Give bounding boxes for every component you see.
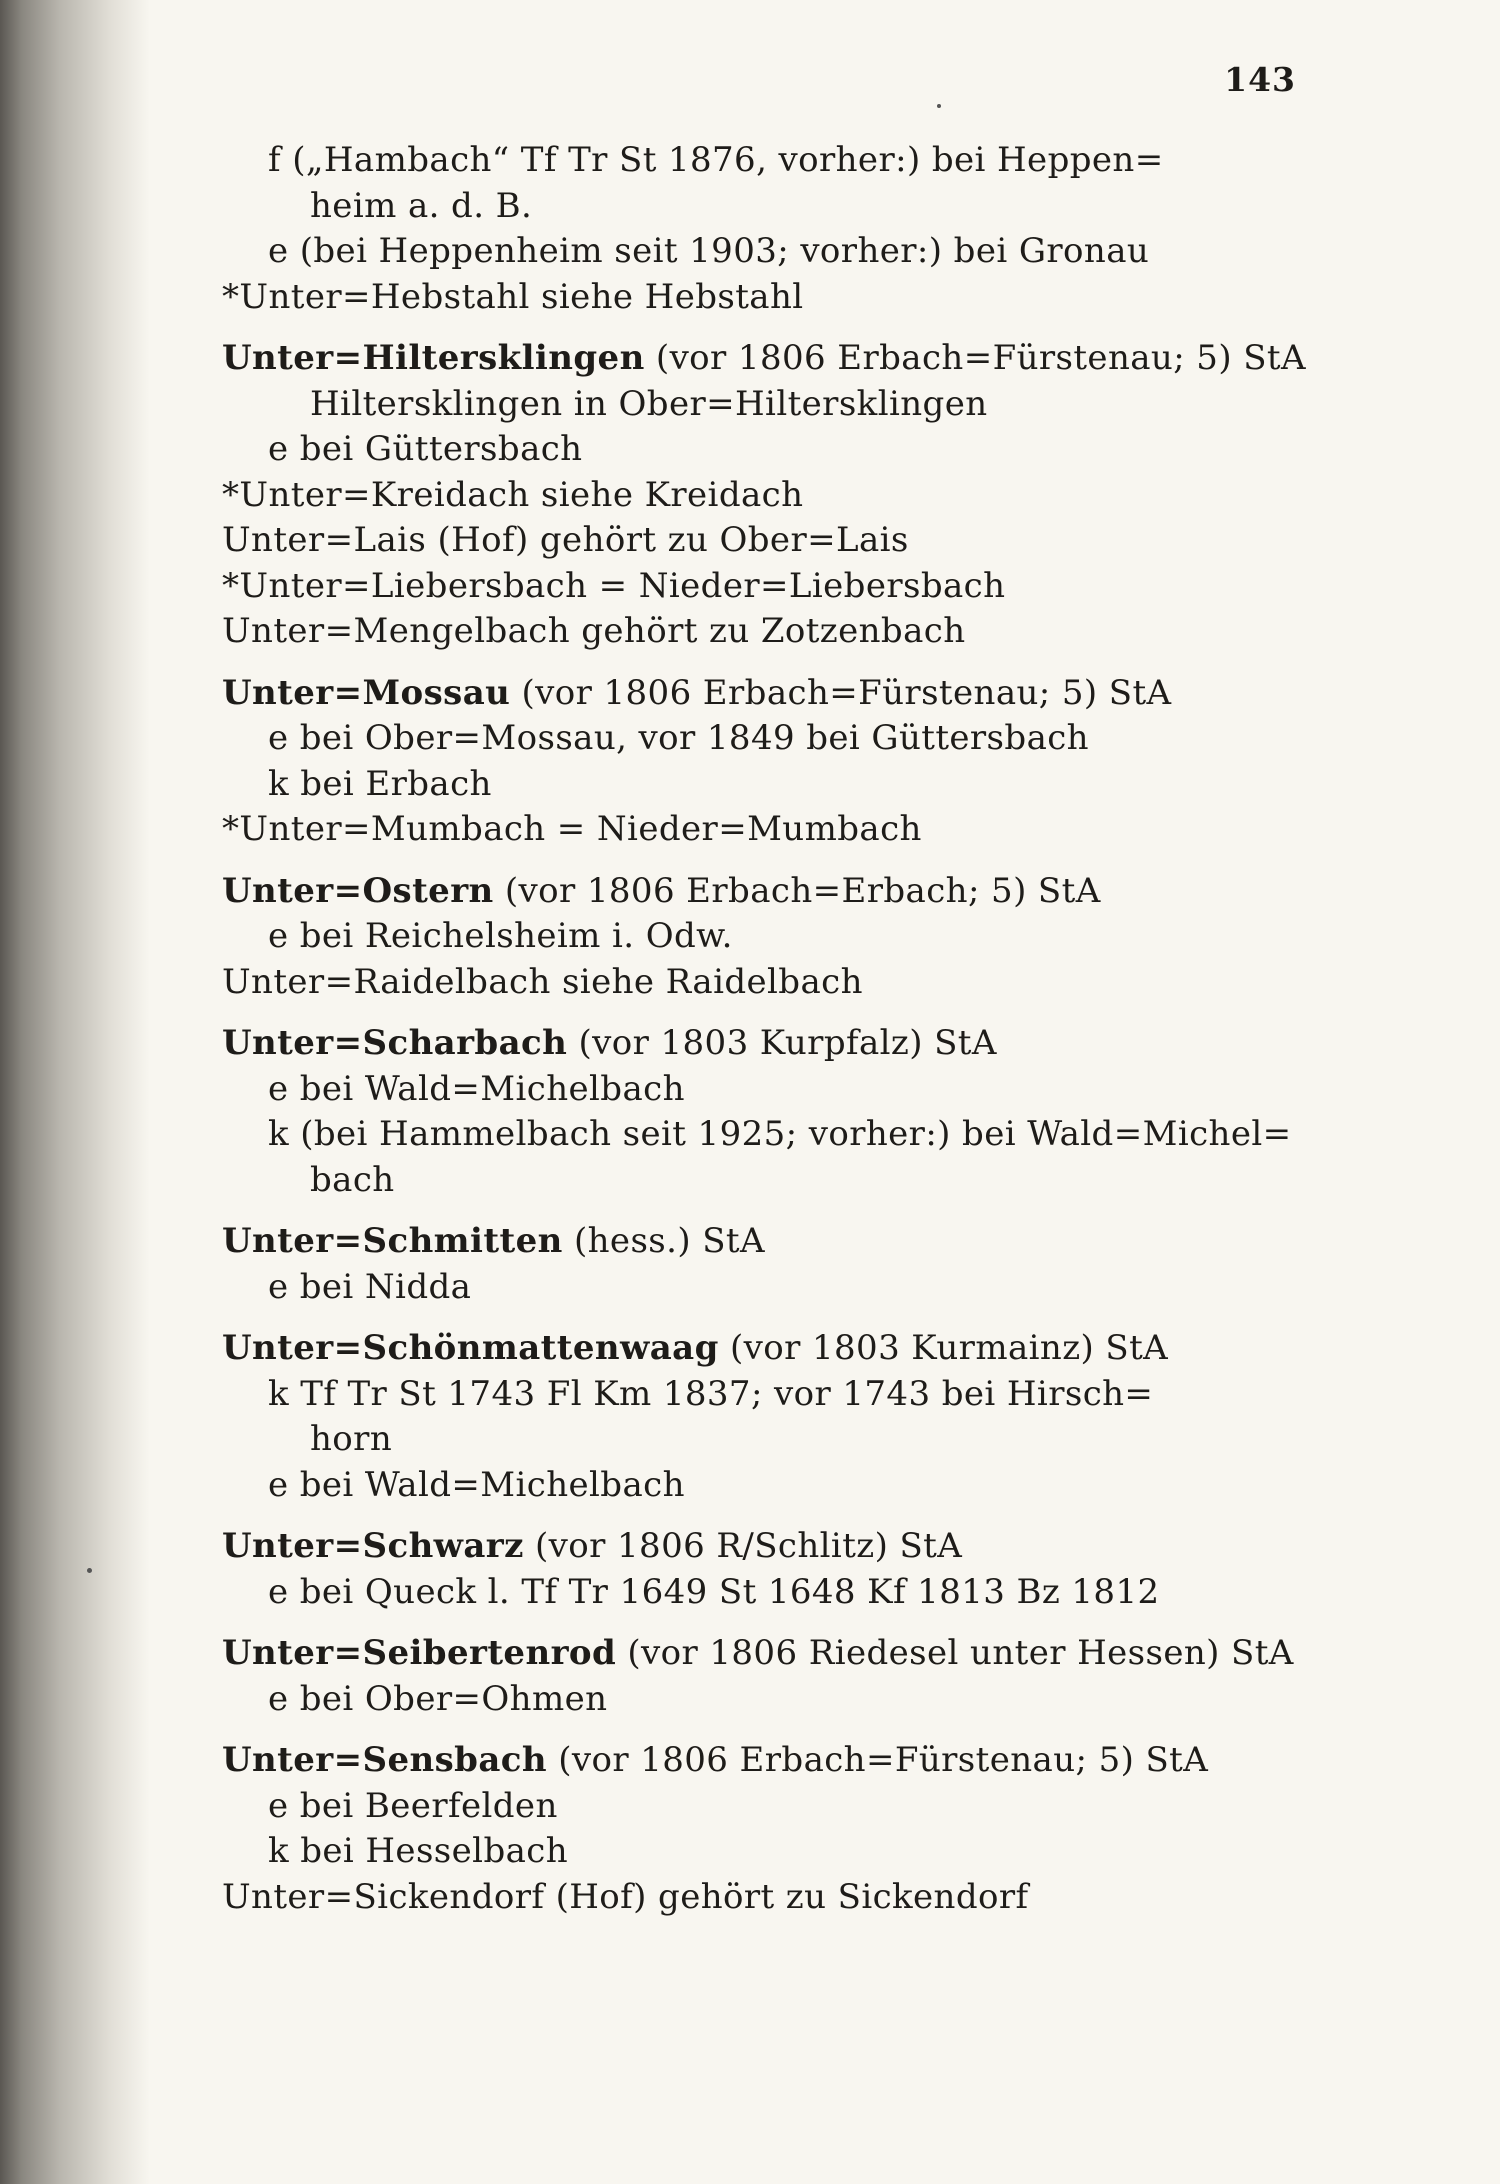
entry-text: e bei Beerfelden (268, 1785, 558, 1826)
entry (222, 1631, 1292, 1722)
entry (222, 671, 1292, 853)
entry-line (222, 1372, 1292, 1418)
entry (222, 1219, 1292, 1310)
margin-speck (937, 104, 941, 108)
entry-line (222, 564, 1292, 610)
entry-text: k Tf Tr St 1743 Fl Km 1837; vor 1743 bei Hirsch= (268, 1373, 1154, 1414)
entry-text: e bei Ober=Ohmen (268, 1678, 608, 1719)
entry-line (222, 869, 1292, 915)
entry (222, 1326, 1292, 1508)
entry-text: e bei Wald=Michelbach (268, 1464, 685, 1505)
entry-text: *Unter=Liebersbach = Nieder=Liebersbach (222, 565, 1006, 606)
entry-text: Unter=Mengelbach gehört zu Zotzenbach (222, 611, 966, 651)
entry-line (222, 229, 1292, 275)
entry-text: *Unter=Kreidach siehe Kreidach (222, 474, 804, 515)
entry-headword: Unter=Sensbach (222, 1740, 547, 1780)
entry-line (222, 1265, 1292, 1311)
entry-line (222, 382, 1292, 428)
entry-text: (vor 1806 Erbach=Erbach; 5) StA (493, 870, 1101, 911)
entry-headword: Unter=Hiltersklingen (222, 338, 645, 378)
entry-headword: Unter=Mossau (222, 672, 511, 713)
entry-text: e bei Queck l. Tf Tr 1649 St 1648 Kf 1813 Bz 1812 (268, 1571, 1160, 1612)
entry-line (222, 1021, 1292, 1067)
entry-text: horn (310, 1419, 393, 1459)
margin-speck (87, 1568, 92, 1573)
entry-text: e (bei Heppenheim seit 1903; vorher:) bei Gronau (268, 231, 1150, 271)
entry-headword: Unter=Scharbach (222, 1023, 568, 1063)
entry-line (222, 1631, 1292, 1677)
entry-line (222, 1784, 1292, 1830)
entry-text: heim a. d. B. (310, 185, 533, 226)
entry-text: k (bei Hammelbach seit 1925; vorher:) bei Wald=Michel= (268, 1114, 1292, 1154)
entry-line (222, 807, 1292, 853)
entry-text: e bei Ober=Mossau, vor 1849 bei Güttersbach (268, 718, 1089, 758)
entry-text: e bei Nidda (268, 1266, 472, 1307)
entry-line (222, 1524, 1292, 1570)
entry-line (222, 1112, 1292, 1158)
entry-line (222, 184, 1292, 230)
entry-text: (vor 1806 Erbach=Fürstenau; 5) StA (510, 672, 1172, 713)
entry-line (222, 1570, 1292, 1616)
entry-line (222, 1463, 1292, 1509)
entry-line (222, 275, 1292, 321)
entry-text: (vor 1803 Kurpfalz) StA (567, 1023, 997, 1063)
entry-line (222, 716, 1292, 762)
entry-line (222, 518, 1292, 564)
entry-line (222, 427, 1292, 473)
entry-line (222, 1067, 1292, 1113)
entry-text: e bei Güttersbach (268, 429, 583, 469)
entry-text: (vor 1803 Kurmainz) StA (718, 1328, 1169, 1368)
entry-line (222, 138, 1292, 184)
entry-headword: Unter=Schmitten (222, 1221, 563, 1261)
entry-headword: Unter=Seibertenrod (222, 1633, 617, 1673)
entry-line (222, 1677, 1292, 1723)
entry-line (222, 1738, 1292, 1784)
entry-headword: Unter=Schönmattenwaag (222, 1328, 719, 1368)
entry-line (222, 671, 1292, 717)
entry-text: *Unter=Hebstahl siehe Hebstahl (222, 276, 804, 317)
entry-text: Hiltersklingen in Ober=Hiltersklingen (310, 383, 988, 424)
entry-text: f („Hambach“ Tf Tr St 1876, vorher:) bei Heppen= (268, 140, 1164, 180)
entry-text: e bei Wald=Michelbach (268, 1068, 685, 1109)
page-gutter-shadow (0, 0, 150, 2184)
entry (222, 1738, 1292, 1920)
entry (222, 336, 1306, 655)
entry-line (222, 914, 1292, 960)
entry-text: (vor 1806 R/Schlitz) StA (523, 1526, 963, 1566)
page-number: 143 (1224, 60, 1296, 99)
entry-headword: Unter=Schwarz (222, 1526, 524, 1566)
entry (222, 138, 1292, 320)
entry-text: (hess.) StA (562, 1221, 765, 1261)
entry-line (222, 762, 1292, 808)
entry (222, 1021, 1292, 1203)
entry-text: k bei Hesselbach (268, 1831, 569, 1871)
entry-line (222, 960, 1292, 1006)
entry (222, 1524, 1292, 1615)
entry-line (222, 473, 1292, 519)
gazetteer-entries (222, 138, 1306, 1936)
entry-line (222, 1417, 1292, 1463)
entry-text: *Unter=Mumbach = Nieder=Mumbach (222, 809, 922, 849)
entry-line (222, 1219, 1292, 1265)
entry-text: e bei Reichelsheim i. Odw. (268, 916, 733, 956)
entry-line (222, 1829, 1292, 1875)
entry-text: Unter=Sickendorf (Hof) gehört zu Sickendorf (222, 1876, 1029, 1917)
entry-line (222, 336, 1306, 382)
entry (222, 869, 1292, 1006)
entry-text: Unter=Raidelbach siehe Raidelbach (222, 961, 863, 1002)
entry-text: Unter=Lais (Hof) gehört zu Ober=Lais (222, 520, 909, 560)
entry-headword: Unter=Ostern (222, 870, 494, 911)
entry-text: (vor 1806 Erbach=Fürstenau; 5) StA (546, 1740, 1209, 1780)
entry-line (222, 1158, 1292, 1204)
entry-text: bach (310, 1159, 395, 1200)
entry-line (222, 609, 1292, 655)
entry-text: k bei Erbach (268, 763, 492, 804)
entry-text: (vor 1806 Riedesel unter Hessen) StA (616, 1633, 1294, 1673)
entry-line (222, 1326, 1292, 1372)
entry-text: (vor 1806 Erbach=Fürstenau; 5) StA (644, 338, 1306, 378)
entry-line (222, 1875, 1292, 1921)
